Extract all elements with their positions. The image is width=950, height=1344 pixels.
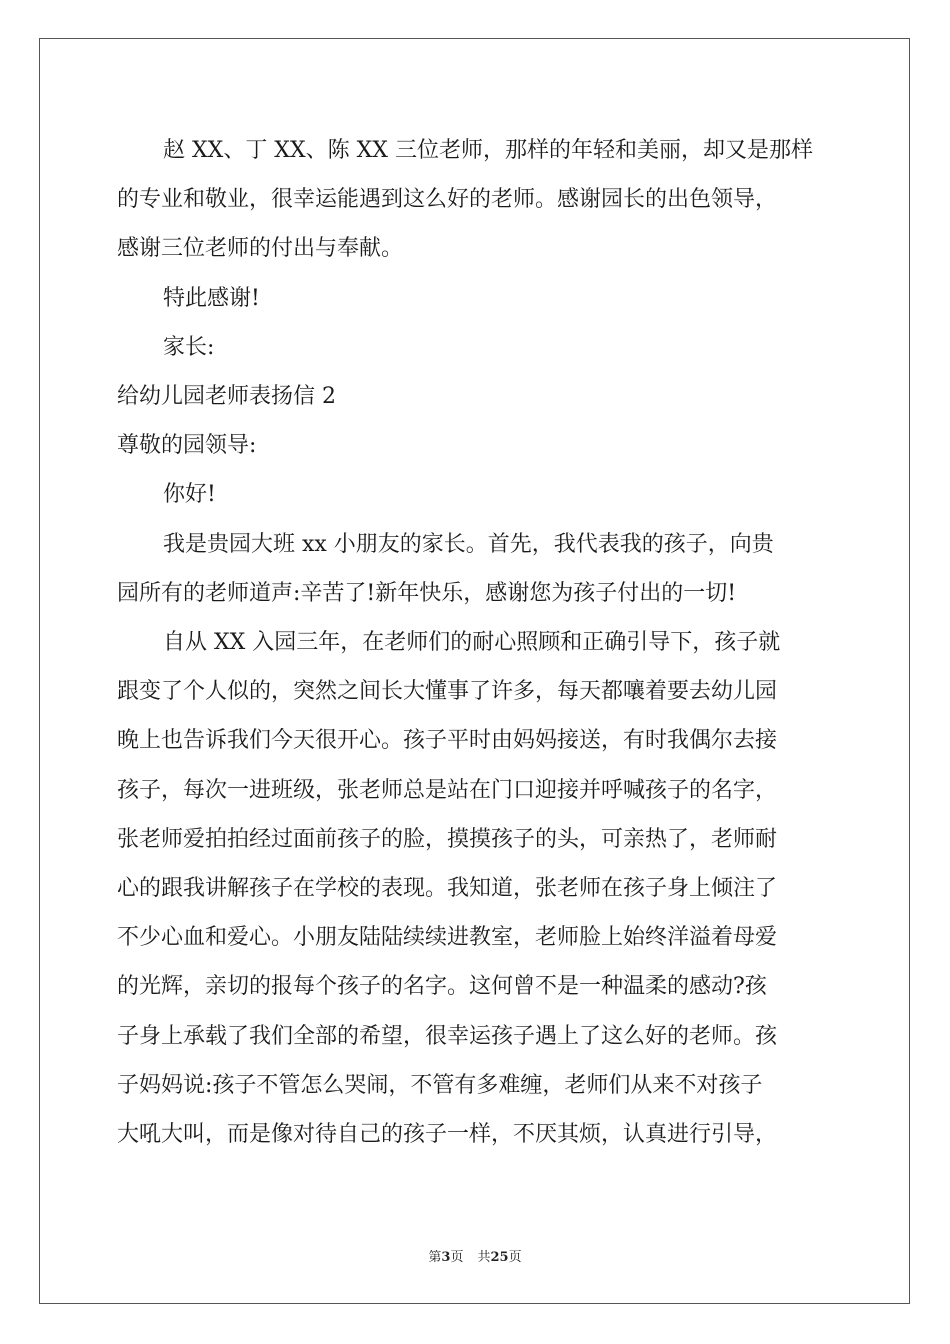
paragraph-line: 自从 XX 入园三年，在老师们的耐心照顾和正确引导下，孩子就 (163, 630, 781, 656)
document-body (117, 126, 837, 1159)
greeting: 你好! (163, 482, 216, 508)
paragraph-line: 孩子，每次一进班级，张老师总是站在门口迎接并呼喊孩子的名字， (117, 777, 778, 803)
paragraph-line: 我是贵园大班 xx 小朋友的家长。首先，我代表我的孩子，向贵 (163, 531, 774, 557)
salutation: 尊敬的园领导: (117, 433, 257, 459)
signature-parent: 家长: (163, 334, 215, 360)
section-title: 给幼儿园老师表扬信 2 (117, 384, 336, 410)
paragraph-line: 感谢三位老师的付出与奉献。 (117, 236, 404, 262)
paragraph-line: 不少心血和爱心。小朋友陆陆续续进教室，老师脸上始终洋溢着母爱 (117, 925, 778, 951)
closing-thanks: 特此感谢! (163, 285, 260, 311)
paragraph-line: 的专业和敬业，很幸运能遇到这么好的老师。感谢园长的出色领导， (117, 187, 778, 213)
total-suffix: 页 (508, 1250, 522, 1265)
page-suffix: 页 (450, 1250, 464, 1265)
total-prefix: 共 (477, 1250, 491, 1265)
paragraph-line: 晚上也告诉我们今天很开心。孩子平时由妈妈接送，有时我偶尔去接 (117, 728, 778, 754)
page-footer (0, 1246, 950, 1265)
paragraph-line: 心的跟我讲解孩子在学校的表现。我知道，张老师在孩子身上倾注了 (117, 876, 778, 902)
paragraph-line: 园所有的老师道声:辛苦了!新年快乐，感谢您为孩子付出的一切! (117, 580, 737, 606)
paragraph-line: 大吼大叫，而是像对待自己的孩子一样，不厌其烦，认真进行引导， (117, 1122, 778, 1148)
total-pages: 25 (490, 1250, 509, 1265)
paragraph-line: 张老师爱拍拍经过面前孩子的脸，摸摸孩子的头，可亲热了，老师耐 (117, 826, 778, 852)
page-prefix: 第 (428, 1250, 442, 1265)
paragraph-line: 子妈妈说:孩子不管怎么哭闹，不管有多难缠，老师们从来不对孩子 (117, 1072, 763, 1098)
paragraph-line: 的光辉，亲切的报每个孩子的名字。这何曾不是一种温柔的感动?孩 (117, 974, 767, 1000)
paragraph-line: 跟变了个人似的，突然之间长大懂事了许多，每天都嚷着要去幼儿园 (117, 679, 778, 705)
paragraph-line: 赵 XX、丁 XX、陈 XX 三位老师，那样的年轻和美丽，却又是那样 (163, 138, 813, 163)
page-number: 3 (441, 1250, 451, 1265)
paragraph-line: 子身上承载了我们全部的希望，很幸运孩子遇上了这么好的老师。孩 (117, 1023, 778, 1049)
